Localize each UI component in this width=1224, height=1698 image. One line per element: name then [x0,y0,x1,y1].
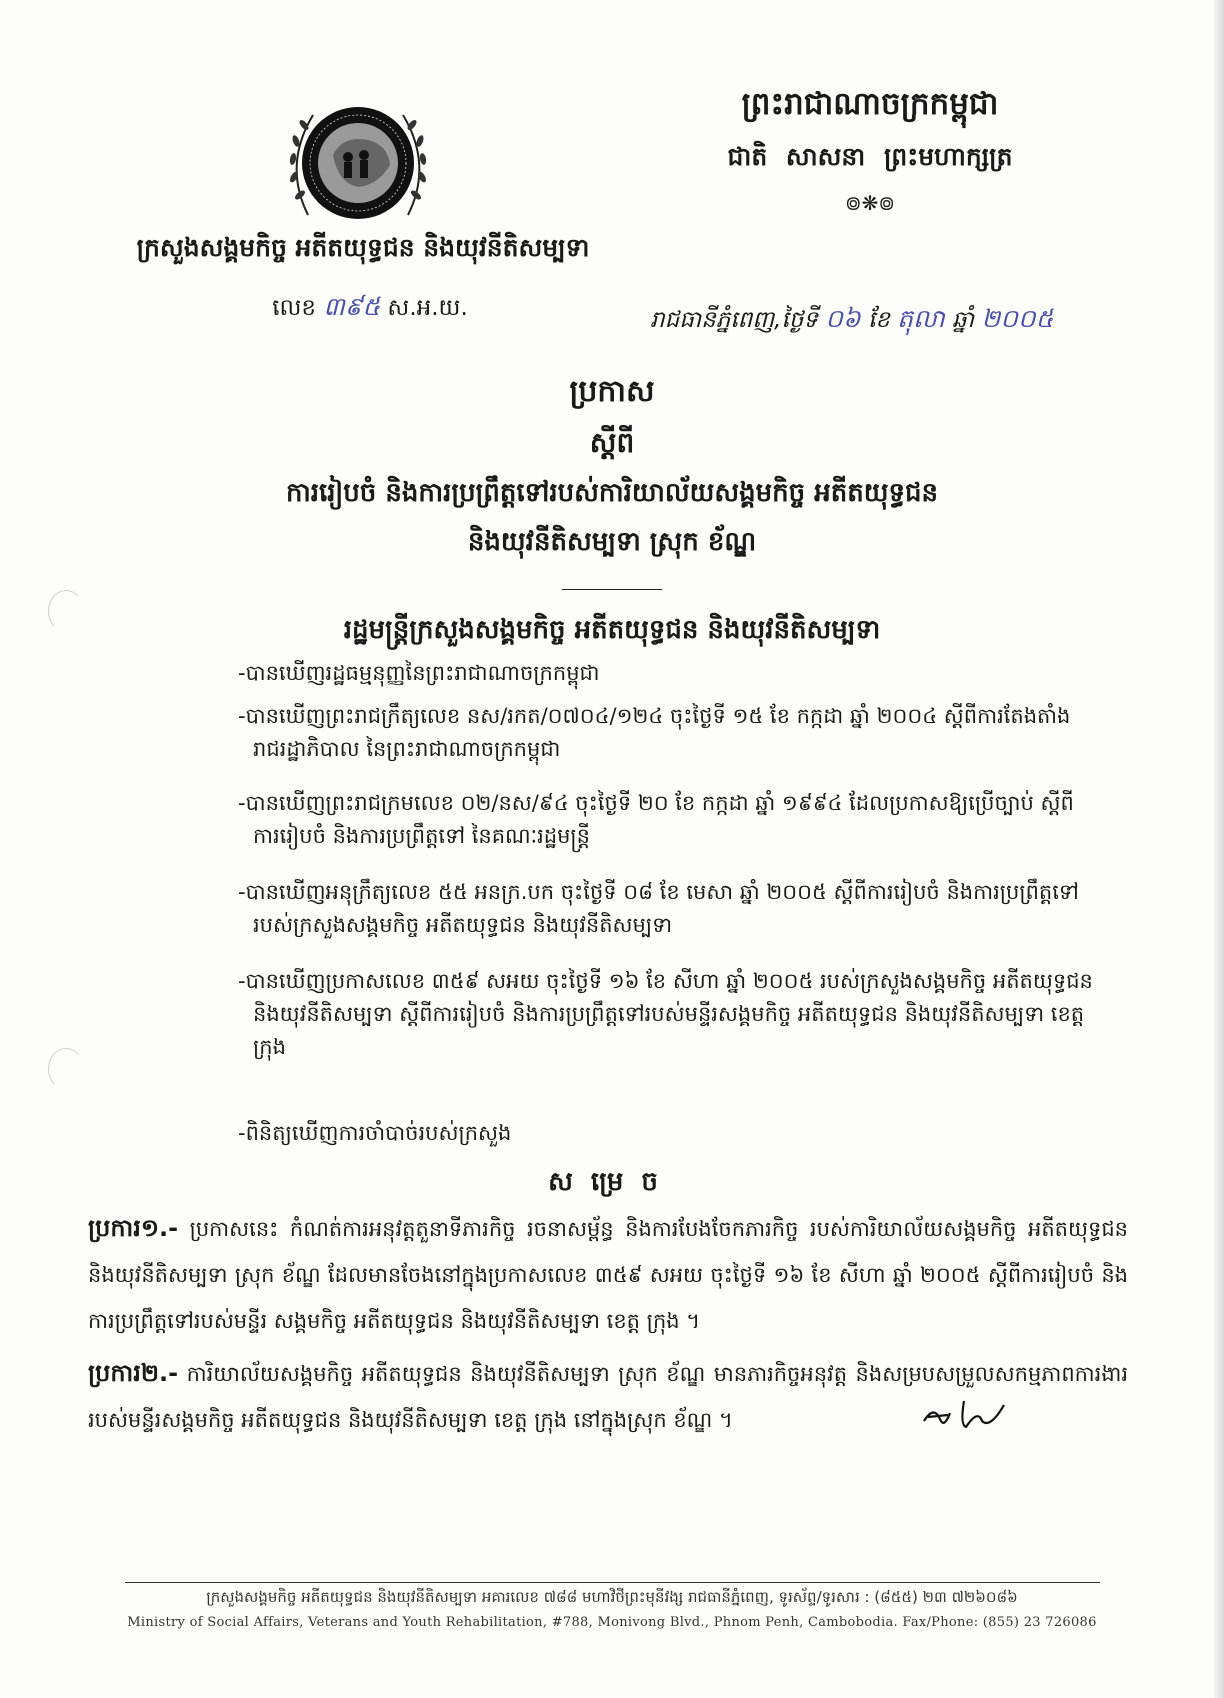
reference-item [238,657,1158,690]
article-label: ប្រការ២.- [88,1359,179,1387]
page-edge-shadow [1214,0,1224,1698]
article-text: ប្រកាសនេះ កំណត់ការអនុវត្តតួនាទីភារកិច្ច រចនាសម្ព័ន្ធ និងការបែងចែកភារកិច្ច របស់ការិយាល័យសង្គមកិច្ច អតីតយុទ្ធជន និងយុវនីតិសម្បទា ស្រុក ខ័ណ្ឌ ដែលមានចែងនៅក្នុងប្រកាសលេខ ៣៥៩ សអយ ចុះថ្ងៃទី ១៦ ខែ សីហា ឆ្នាំ ២០០៥ ស្តីពីការរៀបចំ និងការប្រព្រឹត្តទៅរបស់មន្ទីរ សង្គមកិច្ច អតីតយុទ្ធជន និងយុវនីតិសម្បទា ខេត្ត ក្រុង ។ [88,1217,1128,1333]
footer-khmer: ក្រសួងសង្គមកិច្ច អតីតយុទ្ធជន និងយុវនីតិសម្បទា អគារលេខ ៧៨៨ មហាវិថីព្រះមុនីវង្ស រាជធានីភ្នំពេញ, ទូរស័ព្ទ/ទូរសារ : (៨៥៥) ២៣ ៧២៦០៨៦ [206,1588,1018,1606]
reference-line-cont: ការរៀបចំ និងការប្រព្រឹត្តទៅ នៃគណៈរដ្ឋមន្ត្រី [253,824,591,848]
date-place: រាជធានីភ្នំពេញ,ថ្ងៃទី [650,307,818,333]
ref-number: ៣៩៥ [323,292,381,321]
reference-line: -បានឃើញព្រះរាជក្រឹត្យលេខ នស/រកត/០៧០៤/១២៤ ចុះថ្ងៃទី ១៥ ខែ កក្កដា ឆ្នាំ ២០០៤ ស្តីពីការតែងតាំង [238,704,1071,728]
reference-line: -ពិនិត្យឃើញការចាំបាច់របស់ក្រសួង [238,1121,512,1145]
reference-item [238,787,1158,853]
reference-number [240,292,500,328]
decision-heading: សម្រេច [548,1167,676,1197]
reference-line-cont: របស់ក្រសួងសង្គមកិច្ច អតីតយុទ្ធជន និងយុវនីតិសម្បទា [253,913,673,937]
ministry-name: ក្រសួងសង្គមកិច្ច អតីតយុទ្ធជន និងយុវនីតិសម្បទា [136,233,590,262]
reference-line-cont: និងយុវនីតិសម្បទា ស្តីពីការរៀបចំ និងការប្រព្រឹត្តទៅរបស់មន្ទីរសង្គមកិច្ច អតីតយុទ្ធជន និងយុវនីតិសម្បទា ខេត្ត [253,1002,1085,1026]
ministry-logo [278,95,438,235]
footer-english: Ministry of Social Affairs, Veterans and Youth Rehabilitation, #788, Monivong Blvd., Phnom Penh, Cambobodia. Fax/Phone: (855) 23 726086 [127,1615,1097,1630]
date-month-label: ខែ [867,307,890,333]
reference-item [238,965,1158,1064]
punch-hole-mark [48,590,84,632]
reference-item [238,876,1158,942]
date-year-label: ឆ្នាំ [952,307,974,333]
about-label: ស្តីពី [589,426,635,459]
reference-line: -បានឃើញរដ្ឋធម្មនុញ្ញនៃព្រះរាជាណាចក្រកម្ពុជា [238,661,600,685]
initials-signature [920,1395,1010,1435]
national-motto: ជាតិ សាសនា ព្រះមហាក្សត្រ [727,142,1013,171]
title-separator [562,589,662,590]
article-label: ប្រការ១.- [88,1214,179,1242]
date-year: ២០០៥ [981,304,1054,333]
minister-heading: រដ្ឋមន្ត្រីក្រសួងសង្គមកិច្ច អតីតយុទ្ធជន និងយុវនីតិសម្បទា [343,615,881,645]
reference-line: -បានឃើញប្រកាសលេខ ៣៥៩ សអយ ចុះថ្ងៃទី ១៦ ខែ សីហា ឆ្នាំ ២០០៥ របស់ក្រសួងសង្គមកិច្ច អតីតយុទ្ធជន [238,969,1093,993]
footer-divider [125,1582,1100,1583]
kingdom-heading: ព្រះរាជាណាចក្រកម្ពុជា [741,86,999,122]
date-line [650,304,1120,340]
subject-line-2: និងយុវនីតិសម្បទា ស្រុក ខ័ណ្ឌ [467,527,757,557]
article-text: ការិយាល័យសង្គមកិច្ច អតីតយុទ្ធជន និងយុវនីតិសម្បទា ស្រុក ខ័ណ្ឌ មានភារកិច្ចអនុវត្ត និងសម្របសម្រួលសកម្មភាពការងារ របស់មន្ទីរសង្គមកិច្ច អតីតយុទ្ធជន និងយុវនីតិសម្បទា ខេត្ត ក្រុង នៅក្នុងស្រុក ខ័ណ្ឌ ។ [88,1362,1128,1432]
reference-line: -បានឃើញអនុក្រឹត្យលេខ ៥៥ អនក្រ.បក ចុះថ្ងៃទី ០៨ ខែ មេសា ឆ្នាំ ២០០៥ ស្តីពីការរៀបចំ និងការប្រព្រឹត្តទៅ [238,880,1079,904]
reference-line-cont: ក្រុង [253,1035,286,1059]
date-month: តុលា [897,304,945,333]
punch-hole-mark [48,1048,84,1090]
reference-item [238,1117,1158,1150]
reference-line: -បានឃើញព្រះរាជក្រមលេខ ០២/នស/៩៤ ចុះថ្ងៃទី ២០ ខែ កក្កដា ឆ្នាំ ១៩៩៤ ដែលប្រកាសឱ្យប្រើច្បាប់ ស្តីពី [238,791,1074,815]
document-type-title: ប្រកាស [569,374,655,409]
ref-suffix: ស.អ.យ. [387,295,468,321]
ref-prefix: លេខ [272,295,317,321]
ornament-divider: ៙❋៙ [845,191,895,215]
subject-line-1: ការរៀបចំ និងការប្រព្រឹត្តទៅរបស់ការិយាល័យសង្គមកិច្ច អតីតយុទ្ធជន [286,478,938,508]
reference-item [238,700,1158,766]
reference-line-cont: រាជរដ្ឋាភិបាល នៃព្រះរាជាណាចក្រកម្ពុជា [253,737,561,761]
date-day: ០៦ [825,304,861,333]
article-1 [88,1205,1128,1344]
